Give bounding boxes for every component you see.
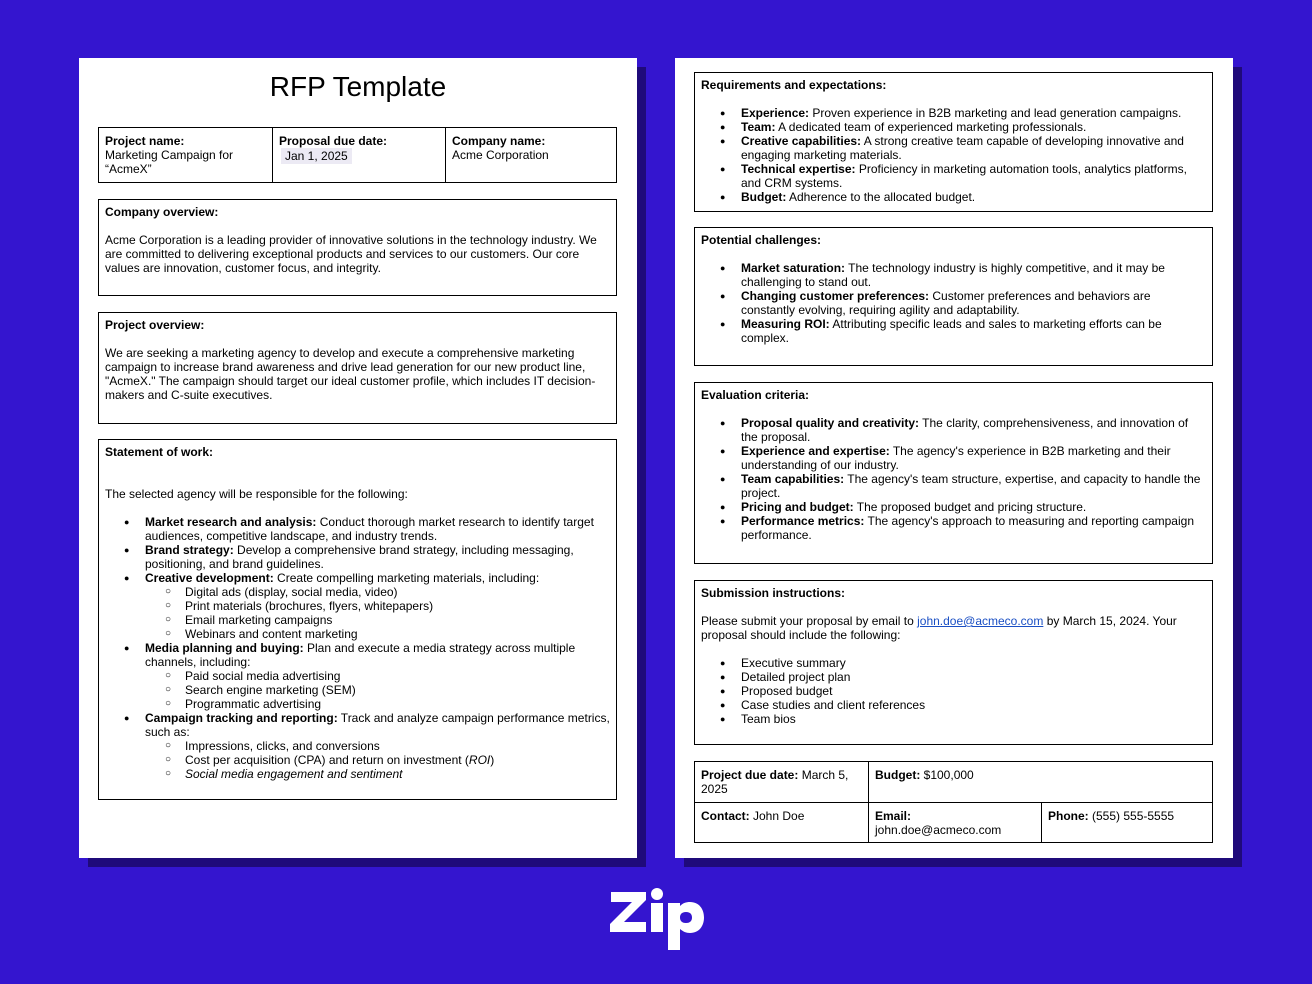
list-item: ○ Programmatic advertising <box>185 697 610 711</box>
list-item: ● Case studies and client references <box>741 698 1206 712</box>
sow-heading: Statement of work: <box>105 445 214 459</box>
contact-cell: Contact: John Doe <box>701 809 805 823</box>
list-item: ● Creative development: Create compelling marketing materials, including: ○ Digital ads (display, social media, video) ○ Print materials (brochures, flyers, whitepapers) ○ Email marketing campaigns ○ Webinars and content marketing <box>145 571 610 641</box>
contact-table <box>694 761 1213 843</box>
company-name-value: Acme Corporation <box>452 148 549 162</box>
requirements-section <box>694 72 1213 212</box>
list-item: ● Detailed project plan <box>741 670 1206 684</box>
proposal-due-cell <box>272 128 445 182</box>
project-name-label: Project name: <box>105 134 185 148</box>
list-item: ● Experience: Proven experience in B2B marketing and lead generation campaigns. <box>741 106 1206 120</box>
list-item: ● Creative capabilities: A strong creative team capable of developing innovative and engaging marketing materials. <box>741 134 1206 162</box>
budget-cell: Budget: $100,000 <box>868 762 1212 802</box>
project-due-date-cell: Project due date: March 5, 2025 <box>701 768 849 796</box>
list-item: ● Market saturation: The technology industry is highly competitive, and it may be challenging to stand out. <box>741 261 1166 289</box>
zip-logo <box>608 884 708 954</box>
evaluation-section <box>694 382 1213 564</box>
list-item: ○ Social media engagement and sentiment <box>185 767 610 781</box>
list-item: ● Measuring ROI: Attributing specific leads and sales to marketing efforts can be complex. <box>741 317 1166 345</box>
email-cell: Email: john.doe@acmeco.com <box>868 803 1041 843</box>
project-name-value: Marketing Campaign for “AcmeX” <box>105 148 234 176</box>
creative-sublist <box>145 585 610 641</box>
requirements-heading: Requirements and expectations: <box>701 78 887 92</box>
submission-heading: Submission instructions: <box>701 586 846 600</box>
challenges-list <box>701 261 1206 345</box>
project-overview-heading: Project overview: <box>105 318 205 332</box>
company-overview-text: Acme Corporation is a leading provider of innovative solutions in the technology industry. We are committed to delivering exceptional products and services to our customers. Our core values are innovation, customer focus, and integrity. <box>105 233 597 275</box>
media-sublist <box>145 669 610 711</box>
submission-text: Please submit your proposal by email to john.doe@acmeco.com by March 15, 2024. Your proposal should include the following: <box>701 614 1177 642</box>
list-item: ○ Digital ads (display, social media, video) <box>185 585 610 599</box>
phone-cell: Phone: (555) 555-5555 <box>1041 803 1212 843</box>
list-item: ● Experience and expertise: The agency's experience in B2B marketing and their understanding of our industry. <box>741 444 1206 472</box>
list-item: ● Executive summary <box>741 656 1206 670</box>
list-item: ● Team: A dedicated team of experienced marketing professionals. <box>741 120 1206 134</box>
list-item: ○ Paid social media advertising <box>185 669 610 683</box>
challenges-section <box>694 227 1213 366</box>
company-name-label: Company name: <box>452 134 546 148</box>
list-item: ○ Email marketing campaigns <box>185 613 610 627</box>
list-item: ● Technical expertise: Proficiency in marketing automation tools, analytics platforms, and CRM systems. <box>741 162 1206 190</box>
submission-section <box>694 580 1213 745</box>
statement-of-work-section <box>98 439 617 800</box>
evaluation-list <box>701 416 1206 542</box>
list-item: ● Budget: Adherence to the allocated budget. <box>741 190 1206 204</box>
company-name-cell <box>445 128 616 182</box>
tracking-sublist <box>145 739 610 781</box>
list-item: ○ Webinars and content marketing <box>185 627 610 641</box>
page-title: RFP Template <box>269 71 447 102</box>
submission-list <box>701 656 1206 726</box>
sow-intro: The selected agency will be responsible for the following: <box>105 487 408 501</box>
list-item: ○ Search engine marketing (SEM) <box>185 683 610 697</box>
list-item: ○ Cost per acquisition (CPA) and return on investment (ROI) <box>185 753 610 767</box>
proposal-due-label: Proposal due date: <box>279 134 388 148</box>
list-item: ● Pricing and budget: The proposed budget and pricing structure. <box>741 500 1206 514</box>
requirements-list <box>701 106 1206 204</box>
list-item: ● Team bios <box>741 712 1206 726</box>
list-item: ○ Impressions, clicks, and conversions <box>185 739 610 753</box>
list-item: ○ Print materials (brochures, flyers, whitepapers) <box>185 599 610 613</box>
project-name-cell <box>99 128 272 182</box>
challenges-heading: Potential challenges: <box>701 233 822 247</box>
list-item: ● Campaign tracking and reporting: Track and analyze campaign performance metrics, such as: ○ Impressions, clicks, and conversions ○ Cost per acquisition (CPA) and return on investment (ROI) ○ Social media engagement and sentiment <box>145 711 610 781</box>
submission-email-link[interactable]: john.doe@acmeco.com <box>917 614 1044 628</box>
list-item: ● Performance metrics: The agency's approach to measuring and reporting campaign performance. <box>741 514 1206 542</box>
list-item: ● Proposed budget <box>741 684 1206 698</box>
list-item: ● Media planning and buying: Plan and execute a media strategy across multiple channels, including: ○ Paid social media advertising ○ Search engine marketing (SEM) ○ Programmatic advertising <box>145 641 610 711</box>
project-overview-section <box>98 312 617 424</box>
company-overview-section <box>98 199 617 296</box>
project-info-table <box>98 127 617 183</box>
evaluation-heading: Evaluation criteria: <box>701 388 810 402</box>
company-overview-heading: Company overview: <box>105 205 219 219</box>
sow-list <box>105 515 610 781</box>
list-item: ● Proposal quality and creativity: The clarity, comprehensiveness, and innovation of the proposal. <box>741 416 1206 444</box>
list-item: ● Changing customer preferences: Customer preferences and behaviors are constantly evolving, requiring agility and adaptability. <box>741 289 1166 317</box>
project-overview-text: We are seeking a marketing agency to develop and execute a comprehensive marketing campaign to increase brand awareness and drive lead generation for our new product line, "AcmeX." The campaign should target our ideal customer profile, which includes IT decision-makers and C-suite executives. <box>105 346 596 402</box>
list-item: ● Brand strategy: Develop a comprehensive brand strategy, including messaging, positioning, and brand guidelines. <box>145 543 610 571</box>
list-item: ● Team capabilities: The agency's team structure, expertise, and capacity to handle the project. <box>741 472 1206 500</box>
list-item: ● Market research and analysis: Conduct thorough market research to identify target audiences, competitive landscape, and industry trends. <box>145 515 610 543</box>
proposal-due-date-chip[interactable]: Jan 1, 2025 <box>281 148 352 164</box>
